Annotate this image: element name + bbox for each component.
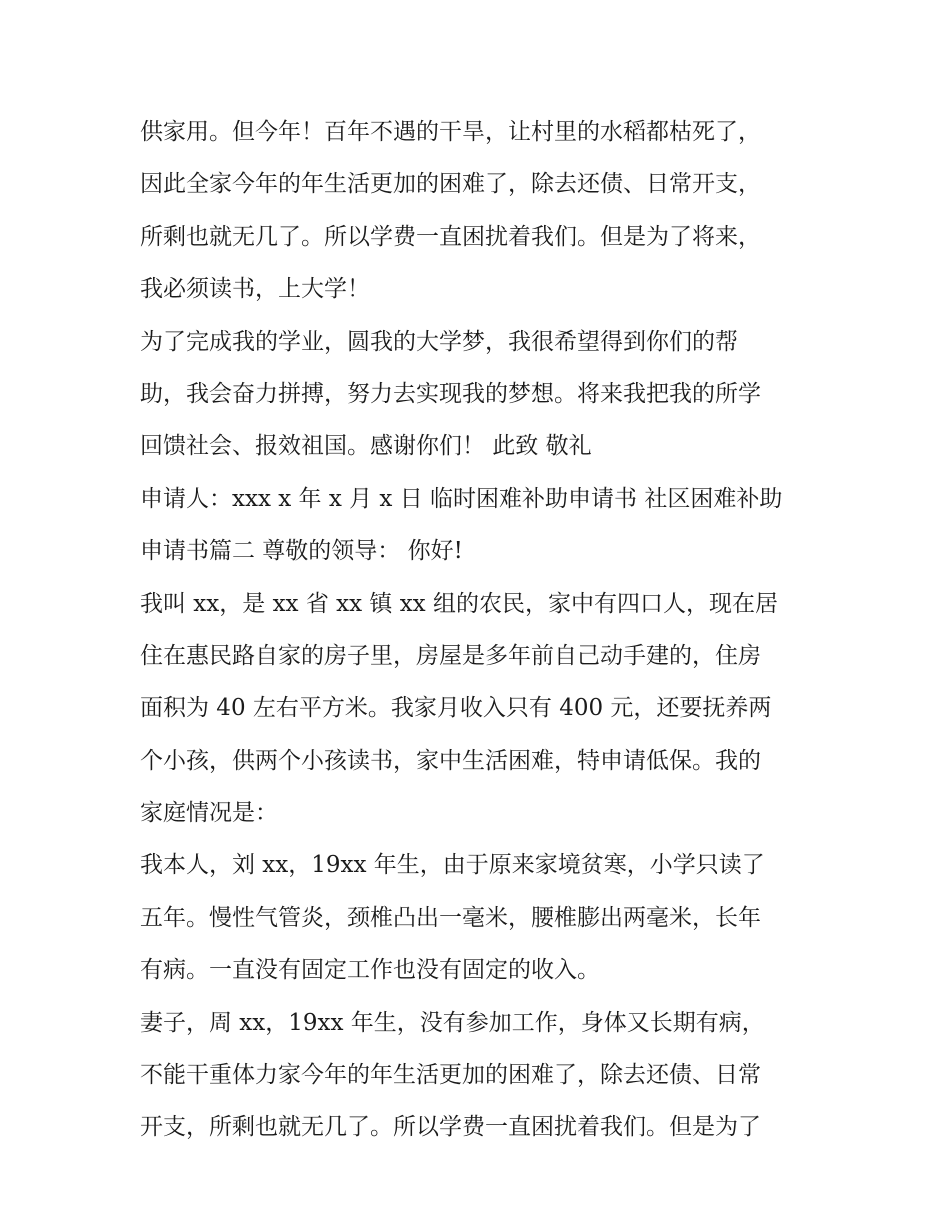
- text-line: 我本人，刘 xx，19xx 年生，由于原来家境贫寒，小学只读了: [140, 852, 765, 879]
- text-line: 所剩也就无几了。所以学费一直困扰着我们。但是为了将来，: [140, 223, 761, 250]
- text-line: 供家用。但今年！百年不遇的干旱，让村里的水稻都枯死了，: [140, 119, 761, 145]
- text-line: 开支，所剩也就无几了。所以学费一直困扰着我们。但是为了: [140, 1114, 761, 1141]
- text-line: 家庭情况是：: [140, 800, 278, 827]
- text-line: 个小孩，供两个小孩读书，家中生活困难，特申请低保。我的: [140, 747, 761, 774]
- text-line: 面积为 40 左右平方米。我家月收入只有 400 元，还要抚养两: [140, 695, 772, 722]
- text-line: 回馈社会、报效祖国。感谢你们！ 此致 敬礼: [140, 433, 592, 460]
- text-line: 五年。慢性气管炎，颈椎凸出一毫米，腰椎膨出两毫米，长年: [140, 904, 761, 931]
- text-line: 助，我会奋力拼搏，努力去实现我的梦想。将来我把我的所学: [140, 380, 761, 407]
- text-line: 有病。一直没有固定工作也没有固定的收入。: [140, 957, 600, 984]
- text-line: 申请人：xxx x 年 x 月 x 日 临时困难补助申请书 社区困难补助: [140, 485, 783, 512]
- text-line: 为了完成我的学业，圆我的大学梦，我很希望得到你们的帮: [140, 328, 738, 355]
- text-line: 因此全家今年的年生活更加的困难了，除去还债、日常开支，: [140, 171, 761, 198]
- text-line: 我叫 xx，是 xx 省 xx 镇 xx 组的农民，家中有四口人，现在居: [140, 590, 778, 617]
- text-line: 不能干重体力家今年的年生活更加的困难了，除去还债、日常: [140, 1062, 761, 1089]
- text-line: 申请书篇二 尊敬的领导： 你好!: [140, 538, 463, 565]
- document-body: [140, 106, 830, 1154]
- text-line: 住在惠民路自家的房子里，房屋是多年前自己动手建的，住房: [140, 642, 761, 669]
- text-line: 我必须读书，上大学！: [140, 276, 370, 303]
- text-line: 妻子，周 xx，19xx 年生，没有参加工作，身体又长期有病，: [140, 1009, 765, 1036]
